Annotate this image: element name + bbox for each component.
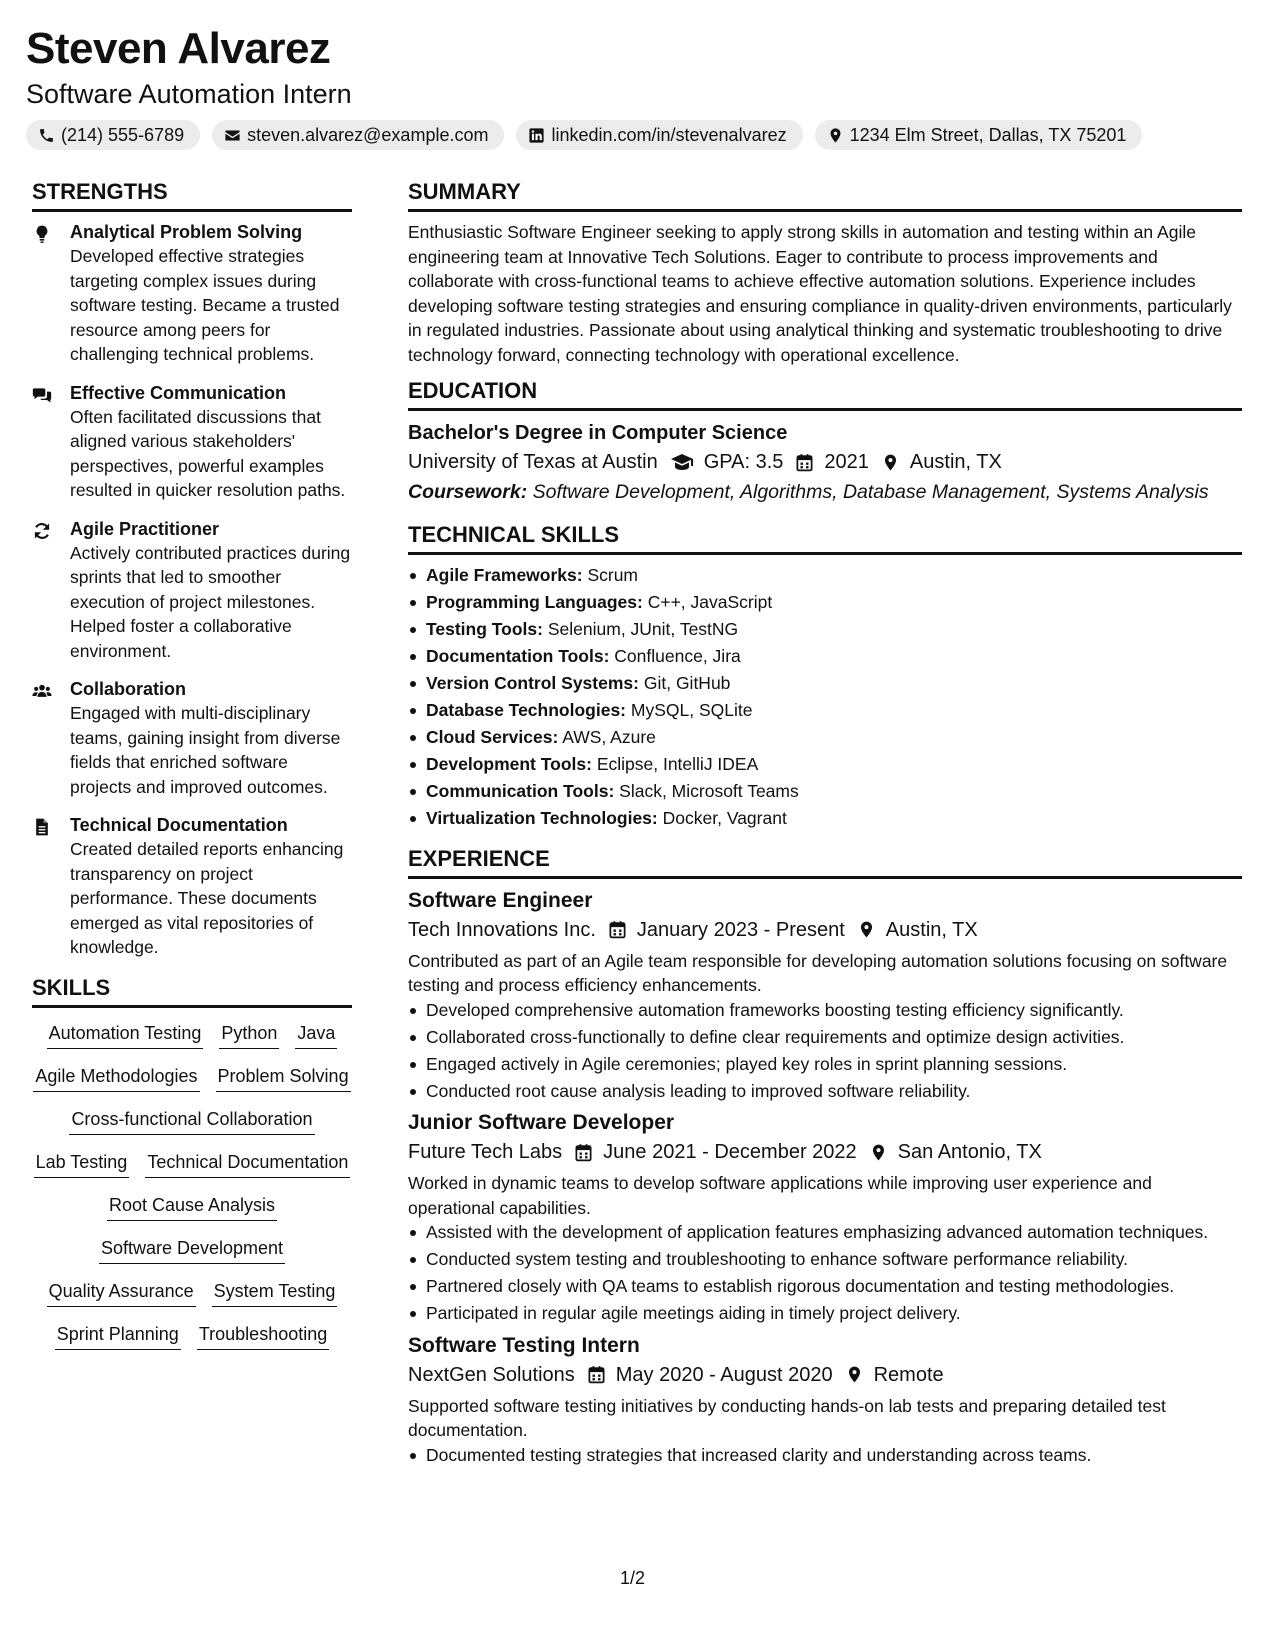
job-summary: Contributed as part of an Agile team responsible for developing automation solutions focusing on software testing and process efficiency enhancements. xyxy=(408,950,1228,995)
strength-item xyxy=(32,813,352,960)
skill-tag: Root Cause Analysis xyxy=(107,1192,277,1221)
left-column xyxy=(32,178,352,1350)
job-dates: January 2023 - Present xyxy=(636,918,845,941)
job-location: Remote xyxy=(873,1363,944,1386)
map-marker-icon xyxy=(845,1365,864,1384)
email-text: steven.alvarez@example.com xyxy=(247,124,489,145)
list-item: Participated in regular agile meetings aiding in timely project delivery. xyxy=(408,1301,1242,1326)
strength-item xyxy=(32,381,352,503)
company-name: Future Tech Labs xyxy=(408,1141,563,1163)
list-item: Database Technologies: MySQL, SQLite xyxy=(408,698,1242,723)
technical-skills-heading: TECHNICAL SKILLS xyxy=(408,521,1242,555)
list-item: Documentation Tools: Confluence, Jira xyxy=(408,644,1242,669)
strength-title: Effective Communication xyxy=(70,382,287,403)
technical-skills-list xyxy=(408,563,1242,831)
job-title: Software Engineer xyxy=(408,888,593,912)
document-icon xyxy=(32,817,52,837)
right-column xyxy=(408,178,1242,1470)
coursework-list: Software Development, Algorithms, Database Management, Systems Analysis xyxy=(532,481,1209,503)
contact-phone[interactable] xyxy=(26,120,200,150)
map-marker-icon xyxy=(869,1143,888,1162)
sync-icon xyxy=(32,521,52,541)
job-meta xyxy=(408,1360,1242,1390)
job-location: Austin, TX xyxy=(885,918,978,941)
job-bullets xyxy=(408,1220,1242,1326)
school-location: Austin, TX xyxy=(909,451,1002,473)
linkedin-icon xyxy=(528,127,545,144)
page-number: 1/2 xyxy=(620,1568,646,1588)
strength-item xyxy=(32,677,352,799)
degree-title: Bachelor's Degree in Computer Science xyxy=(408,422,788,444)
list-item: Version Control Systems: Git, GitHub xyxy=(408,671,1242,696)
contact-address[interactable] xyxy=(815,120,1143,150)
resume-header xyxy=(26,22,1256,150)
address-text: 1234 Elm Street, Dallas, TX 75201 xyxy=(849,124,1127,145)
job-meta xyxy=(408,1137,1242,1167)
phone-text: (214) 555-6789 xyxy=(61,124,185,145)
list-item: Virtualization Technologies: Docker, Vagrant xyxy=(408,806,1242,831)
school-name: University of Texas at Austin xyxy=(408,451,658,473)
strengths-heading: STRENGTHS xyxy=(32,178,352,212)
job-meta xyxy=(408,915,1242,945)
skill-tag: Automation Testing xyxy=(47,1020,204,1049)
skill-tag: Cross-functional Collaboration xyxy=(69,1106,314,1135)
job-summary: Supported software testing initiatives by conducting hands-on lab tests and preparing detailed test documentation. xyxy=(408,1395,1166,1440)
list-item: Developed comprehensive automation frameworks boosting testing efficiency significantly. xyxy=(408,998,1242,1023)
skill-tag: Sprint Planning xyxy=(55,1321,181,1350)
list-item: Testing Tools: Selenium, JUnit, TestNG xyxy=(408,617,1242,642)
list-item: Engaged actively in Agile ceremonies; played key roles in sprint planning sessions. xyxy=(408,1052,1242,1077)
candidate-role: Software Automation Intern xyxy=(26,79,352,109)
map-marker-icon xyxy=(857,920,876,939)
list-item: Agile Frameworks: Scrum xyxy=(408,563,1242,588)
experience-heading: EXPERIENCE xyxy=(408,845,1242,879)
skill-tag: System Testing xyxy=(212,1278,338,1307)
coursework-label: Coursework: xyxy=(408,481,528,503)
lightbulb-icon xyxy=(32,224,52,244)
skills-heading: SKILLS xyxy=(32,974,352,1008)
contact-bar xyxy=(26,120,1256,150)
linkedin-text: linkedin.com/in/stevenalvarez xyxy=(551,124,787,145)
list-item: Development Tools: Eclipse, IntelliJ IDEA xyxy=(408,752,1242,777)
strength-item xyxy=(32,517,352,664)
skill-tag: Software Development xyxy=(99,1235,285,1264)
strength-desc: Created detailed reports enhancing transparency on project performance. These documents emerged as vital repositories of knowledge. xyxy=(70,839,344,957)
job-summary: Worked in dynamic teams to develop software applications while improving user experience and operational capabilities. xyxy=(408,1173,1152,1218)
strength-title: Technical Documentation xyxy=(70,815,288,835)
coursework xyxy=(408,477,1242,507)
skill-tag: Python xyxy=(219,1020,279,1049)
map-marker-icon xyxy=(827,127,844,144)
contact-email[interactable] xyxy=(212,120,504,150)
summary-heading: SUMMARY xyxy=(408,178,1242,212)
skill-tag: Technical Documentation xyxy=(145,1149,350,1178)
company-name: Tech Innovations Inc. xyxy=(408,918,596,941)
strength-desc: Actively contributed practices during sprints that led to smoother execution of project milestones. Helped foster a collaborative environment. xyxy=(70,542,351,661)
education-heading: EDUCATION xyxy=(408,377,1242,411)
list-item: Conducted system testing and troubleshooting to enhance software performance reliability. xyxy=(408,1247,1242,1272)
users-icon xyxy=(32,681,52,701)
calendar-icon xyxy=(795,453,814,472)
strength-desc: Engaged with multi-disciplinary teams, gaining insight from diverse fields that enriched software projects and improved outcomes. xyxy=(70,703,341,797)
skill-tag: Lab Testing xyxy=(34,1149,130,1178)
candidate-name: Steven Alvarez xyxy=(26,24,331,73)
graduation-year: 2021 xyxy=(824,451,869,473)
strength-title: Collaboration xyxy=(70,679,186,699)
list-item: Cloud Services: AWS, Azure xyxy=(408,725,1242,750)
calendar-icon xyxy=(587,1365,606,1384)
education-meta xyxy=(408,447,1242,477)
job-bullets xyxy=(408,998,1242,1104)
strength-desc: Developed effective strategies targeting complex issues during software testing. Became a trusted resource among peers for challenging technical problems. xyxy=(70,246,340,364)
strength-desc: Often facilitated discussions that aligned various stakeholders' perspectives, powerful examples resulted in quicker resolution paths. xyxy=(70,406,346,500)
job-bullets xyxy=(408,1443,1242,1468)
skill-tag: Java xyxy=(295,1020,337,1049)
strength-item xyxy=(32,220,352,367)
envelope-icon xyxy=(224,127,241,144)
calendar-icon xyxy=(608,920,627,939)
job-location: San Antonio, TX xyxy=(897,1141,1042,1163)
company-name: NextGen Solutions xyxy=(408,1363,575,1386)
list-item: Documented testing strategies that increased clarity and understanding across teams. xyxy=(408,1443,1242,1468)
map-marker-icon xyxy=(881,453,900,472)
job-dates: May 2020 - August 2020 xyxy=(615,1363,833,1386)
comments-icon xyxy=(32,385,52,405)
skill-tag: Troubleshooting xyxy=(197,1321,329,1350)
job-dates: June 2021 - December 2022 xyxy=(603,1141,857,1163)
skill-tag: Agile Methodologies xyxy=(33,1063,199,1092)
skill-tag: Quality Assurance xyxy=(47,1278,196,1307)
job-title: Software Testing Intern xyxy=(408,1333,640,1357)
list-item: Partnered closely with QA teams to establish rigorous documentation and testing methodologies. xyxy=(408,1274,1242,1299)
strength-title: Agile Practitioner xyxy=(70,518,220,539)
list-item: Assisted with the development of application features emphasizing advanced automation techniques. xyxy=(408,1220,1242,1245)
gpa-text: GPA: 3.5 xyxy=(703,451,784,473)
list-item: Communication Tools: Slack, Microsoft Teams xyxy=(408,779,1242,804)
graduation-cap-icon xyxy=(670,450,694,474)
phone-icon xyxy=(38,127,55,144)
job-title: Junior Software Developer xyxy=(408,1111,675,1134)
strength-title: Analytical Problem Solving xyxy=(70,222,303,242)
summary-text: Enthusiastic Software Engineer seeking to apply strong skills in automation and testing within an Agile engineering team at Innovative Tech Solutions. Eager to contribute to process improvements and collaborate with cross-functional teams to achieve effective automation solutions. Experience includes developing software testing strategies and ensuring compliance in quality-driven environments, particularly in regulated industries. Passionate about using analytical thinking and systematic troubleshooting to drive technology forward, connecting technology with operational excellence. xyxy=(408,222,1232,365)
calendar-icon xyxy=(574,1143,593,1162)
skill-tag: Problem Solving xyxy=(216,1063,351,1092)
skills-tags xyxy=(32,1016,352,1350)
list-item: Collaborated cross-functionally to define clear requirements and optimize design activities. xyxy=(408,1025,1242,1050)
list-item: Conducted root cause analysis leading to improved software reliability. xyxy=(408,1079,1242,1104)
contact-linkedin[interactable] xyxy=(516,120,802,150)
list-item: Programming Languages: C++, JavaScript xyxy=(408,590,1242,615)
